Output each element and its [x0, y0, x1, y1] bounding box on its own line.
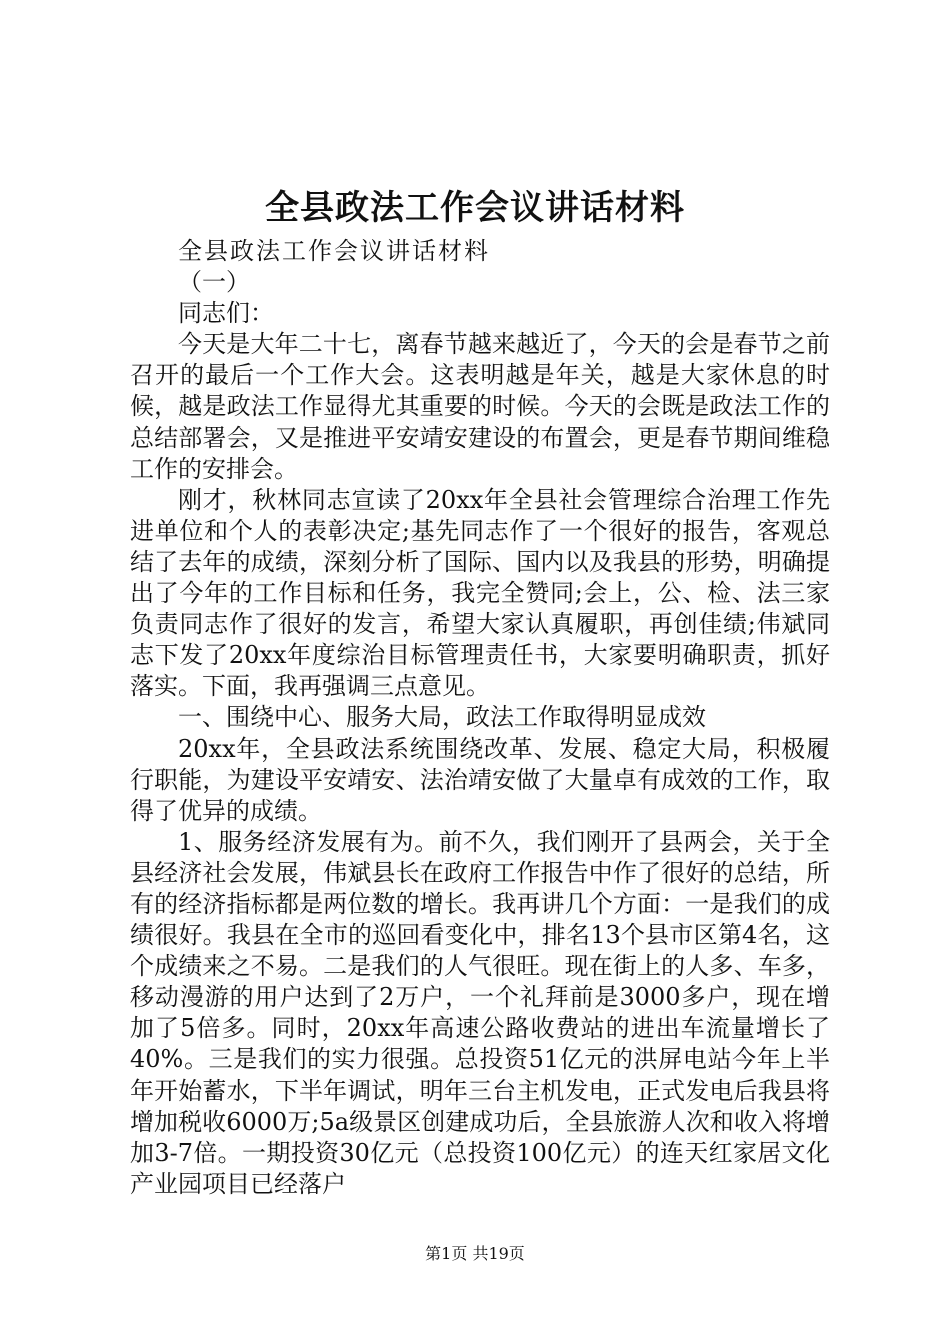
body-paragraph: 1、服务经济发展有为。前不久，我们刚开了县两会，关于全县经济社会发展，伟斌县长在政府工作报告中作了很好的总结，所有的经济指标都是两位数的增长。我再讲几个方面：一是我们的成绩很好。我县在全市的巡回看变化中，排名13个县市区第4名，这个成绩来之不易。二是我们的人气很旺。现在街上的人多、车多，移动漫游的用户达到了2万户，一个礼拜前是3000多户，现在增加了5倍多。同时，20xx年高速公路收费站的进出车流量增长了40%。三是我们的实力很强。总投资51亿元的洪屏电站今年上半年开始蓄水，下半年调试，明年三台主机发电，正式发电后我县将增加税收6000万;5a级景区创建成功后，全县旅游人次和收入将增加3-7倍。一期投资30亿元（总投资100亿元）的连天红家居文化产业园项目已经落户 — [130, 827, 830, 1198]
section-heading: 一、围绕中心、服务大局，政法工作取得明显成效 — [178, 703, 706, 732]
body-paragraph: 刚才，秋林同志宣读了20xx年全县社会管理综合治理工作先进单位和个人的表彰决定;基先同志作了一个很好的报告，客观总结了去年的成绩，深刻分析了国际、国内以及我县的形势，明确提出了今年的工作目标和任务，我完全赞同;会上，公、检、法三家负责同志作了很好的发言，希望大家认真履职，再创佳绩;伟斌同志下发了20xx年度综治目标管理责任书，大家要明确职责，抓好落实。下面，我再强调三点意见。 — [130, 485, 830, 701]
page-footer: 第1页 共19页 — [425, 1244, 525, 1263]
subtitle-paragraph: 全县政法工作会议讲话材料 — [178, 237, 490, 265]
body-paragraph: 今天是大年二十七，离春节越来越近了，今天的会是春节之前召开的最后一个工作大会。这表明越是年关，越是大家休息的时候，越是政法工作显得尤其重要的时候。今天的会既是政法工作的总结部署会，又是推进平安靖安建设的布置会，更是春节期间维稳工作的安排会。 — [130, 330, 830, 483]
document-body — [130, 236, 830, 1200]
body-paragraph: 20xx年，全县政法系统围绕改革、发展、稳定大局，积极履行职能，为建设平安靖安、法治靖安做了大量卓有成效的工作，取得了优异的成绩。 — [130, 734, 830, 825]
document-title: 全县政法工作会议讲话材料 — [265, 188, 685, 228]
salutation-paragraph: 同志们： — [178, 299, 274, 328]
section-number-paragraph: （一） — [178, 268, 250, 297]
